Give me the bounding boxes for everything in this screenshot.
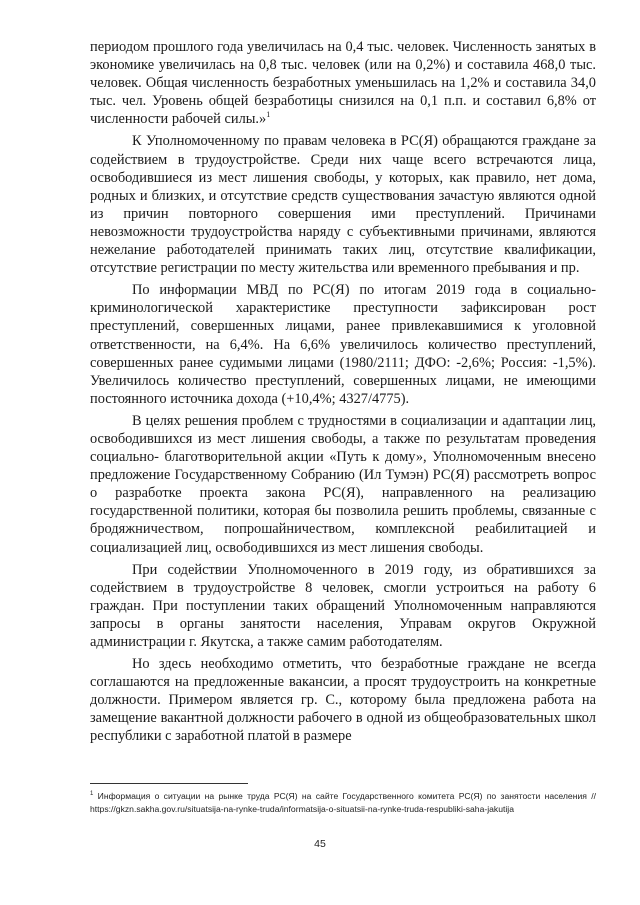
footnote-text: Информация о ситуации на рынке труда РС(Я) на сайте Государственного комитета РС(Я) по занятости населения // https://gkzn.sakha.gov.ru/situatsija-na-rynke-truda/informatsija-o-situatsii-na-rynke-truda-respubliki-saha-jakutija — [90, 791, 596, 814]
body-text — [90, 38, 596, 750]
page-number: 45 — [314, 838, 326, 850]
paragraph-labor-stats — [90, 38, 596, 128]
paragraph-text: периодом прошлого года увеличилась на 0,4 тыс. человек. Численность занятых в экономике увеличилась на 0,8 тыс. человек (или на 0,2%) и составила 468,0 тыс. человек. Общая численность безработных уменьшилась на 1,2% и составила 34,0 тыс. чел. Уровень общей безработицы снизился на 0,1 п.п. и составил 6,8% от численности рабочей силы.» — [90, 39, 596, 128]
paragraph-mvd-information: По информации МВД по РС(Я) по итогам 2019 года в социально-криминологической характеристике преступности зафиксирован рост преступлений, совершенных лицами, ранее привлекавшимися к уголовной ответственности, на 6,4%. На 6,6% увеличилось количество преступлений, совершенных ранее судимыми лицами (1980/2111; ДФО: -2,6%; Россия: -1,5%). Увеличилось количество преступлений, совершенных лицами, не имеющими постоянного источника дохода (+10,4%; 4327/4775). — [90, 282, 596, 407]
paragraph-vacancy-example: Но здесь необходимо отметить, что безработные граждане не всегда соглашаются на предложенные вакансии, а просят трудоустроить на конкретные должности. Примером является гр. С., которому была предложена работа на замещение вакантной должности рабочего в одной из общеобразовательных школ республики с заработной платой в размере — [90, 656, 596, 745]
footnote-reference: 1 — [266, 110, 271, 120]
paragraph-employment-assistance: При содействии Уполномоченного в 2019 году, из обратившихся за содействием в трудоустройстве 8 человек, смогли устроиться на работу 6 граждан. При поступлении таких обращений Уполномоченным направляются запросы в органы занятости населения, Управам округов Окружной администрации г. Якутска, а также самим работодателям. — [90, 561, 596, 650]
footnote — [90, 790, 596, 815]
footnote-separator — [90, 783, 248, 784]
paragraph-law-proposal: В целях решения проблем с трудностями в социализации и адаптации лиц, освободившихся из мест лишения свободы, а также по результатам проведения социально- благотворительной акции «Путь к дому», Уполномоченным внесено предложение Государственному Собранию (Ил Тумэн) РС(Я) рассмотреть вопрос о разработке проекта закона РС(Я), направленного на реализацию государственной политики, которая бы позволила решить проблемы, связанные с бродяжничеством, попрошайничеством, комплексной реабилитацией и социализацией лиц, освободившихся из мест лишения свободы. — [90, 412, 596, 556]
footnote-number: 1 — [90, 791, 94, 798]
paragraph-ombudsman-appeals: К Уполномоченному по правам человека в РС(Я) обращаются граждане за содействием в трудоустройстве. Среди них чаще всего встречаются лица, освободившиеся из мест лишения свободы, у которых, как правило, нет дома, родных и близких, и отсутствие средств существования зачастую являются одной из причин повторного совершения ими преступлений. Причинами невозможности трудоустройства наряду с субъективными причинами, являются нежелание работодателей принимать таких лиц, отсутствие квалификации, отсутствие регистрации по месту жительства или временного пребывания и пр. — [90, 133, 596, 277]
